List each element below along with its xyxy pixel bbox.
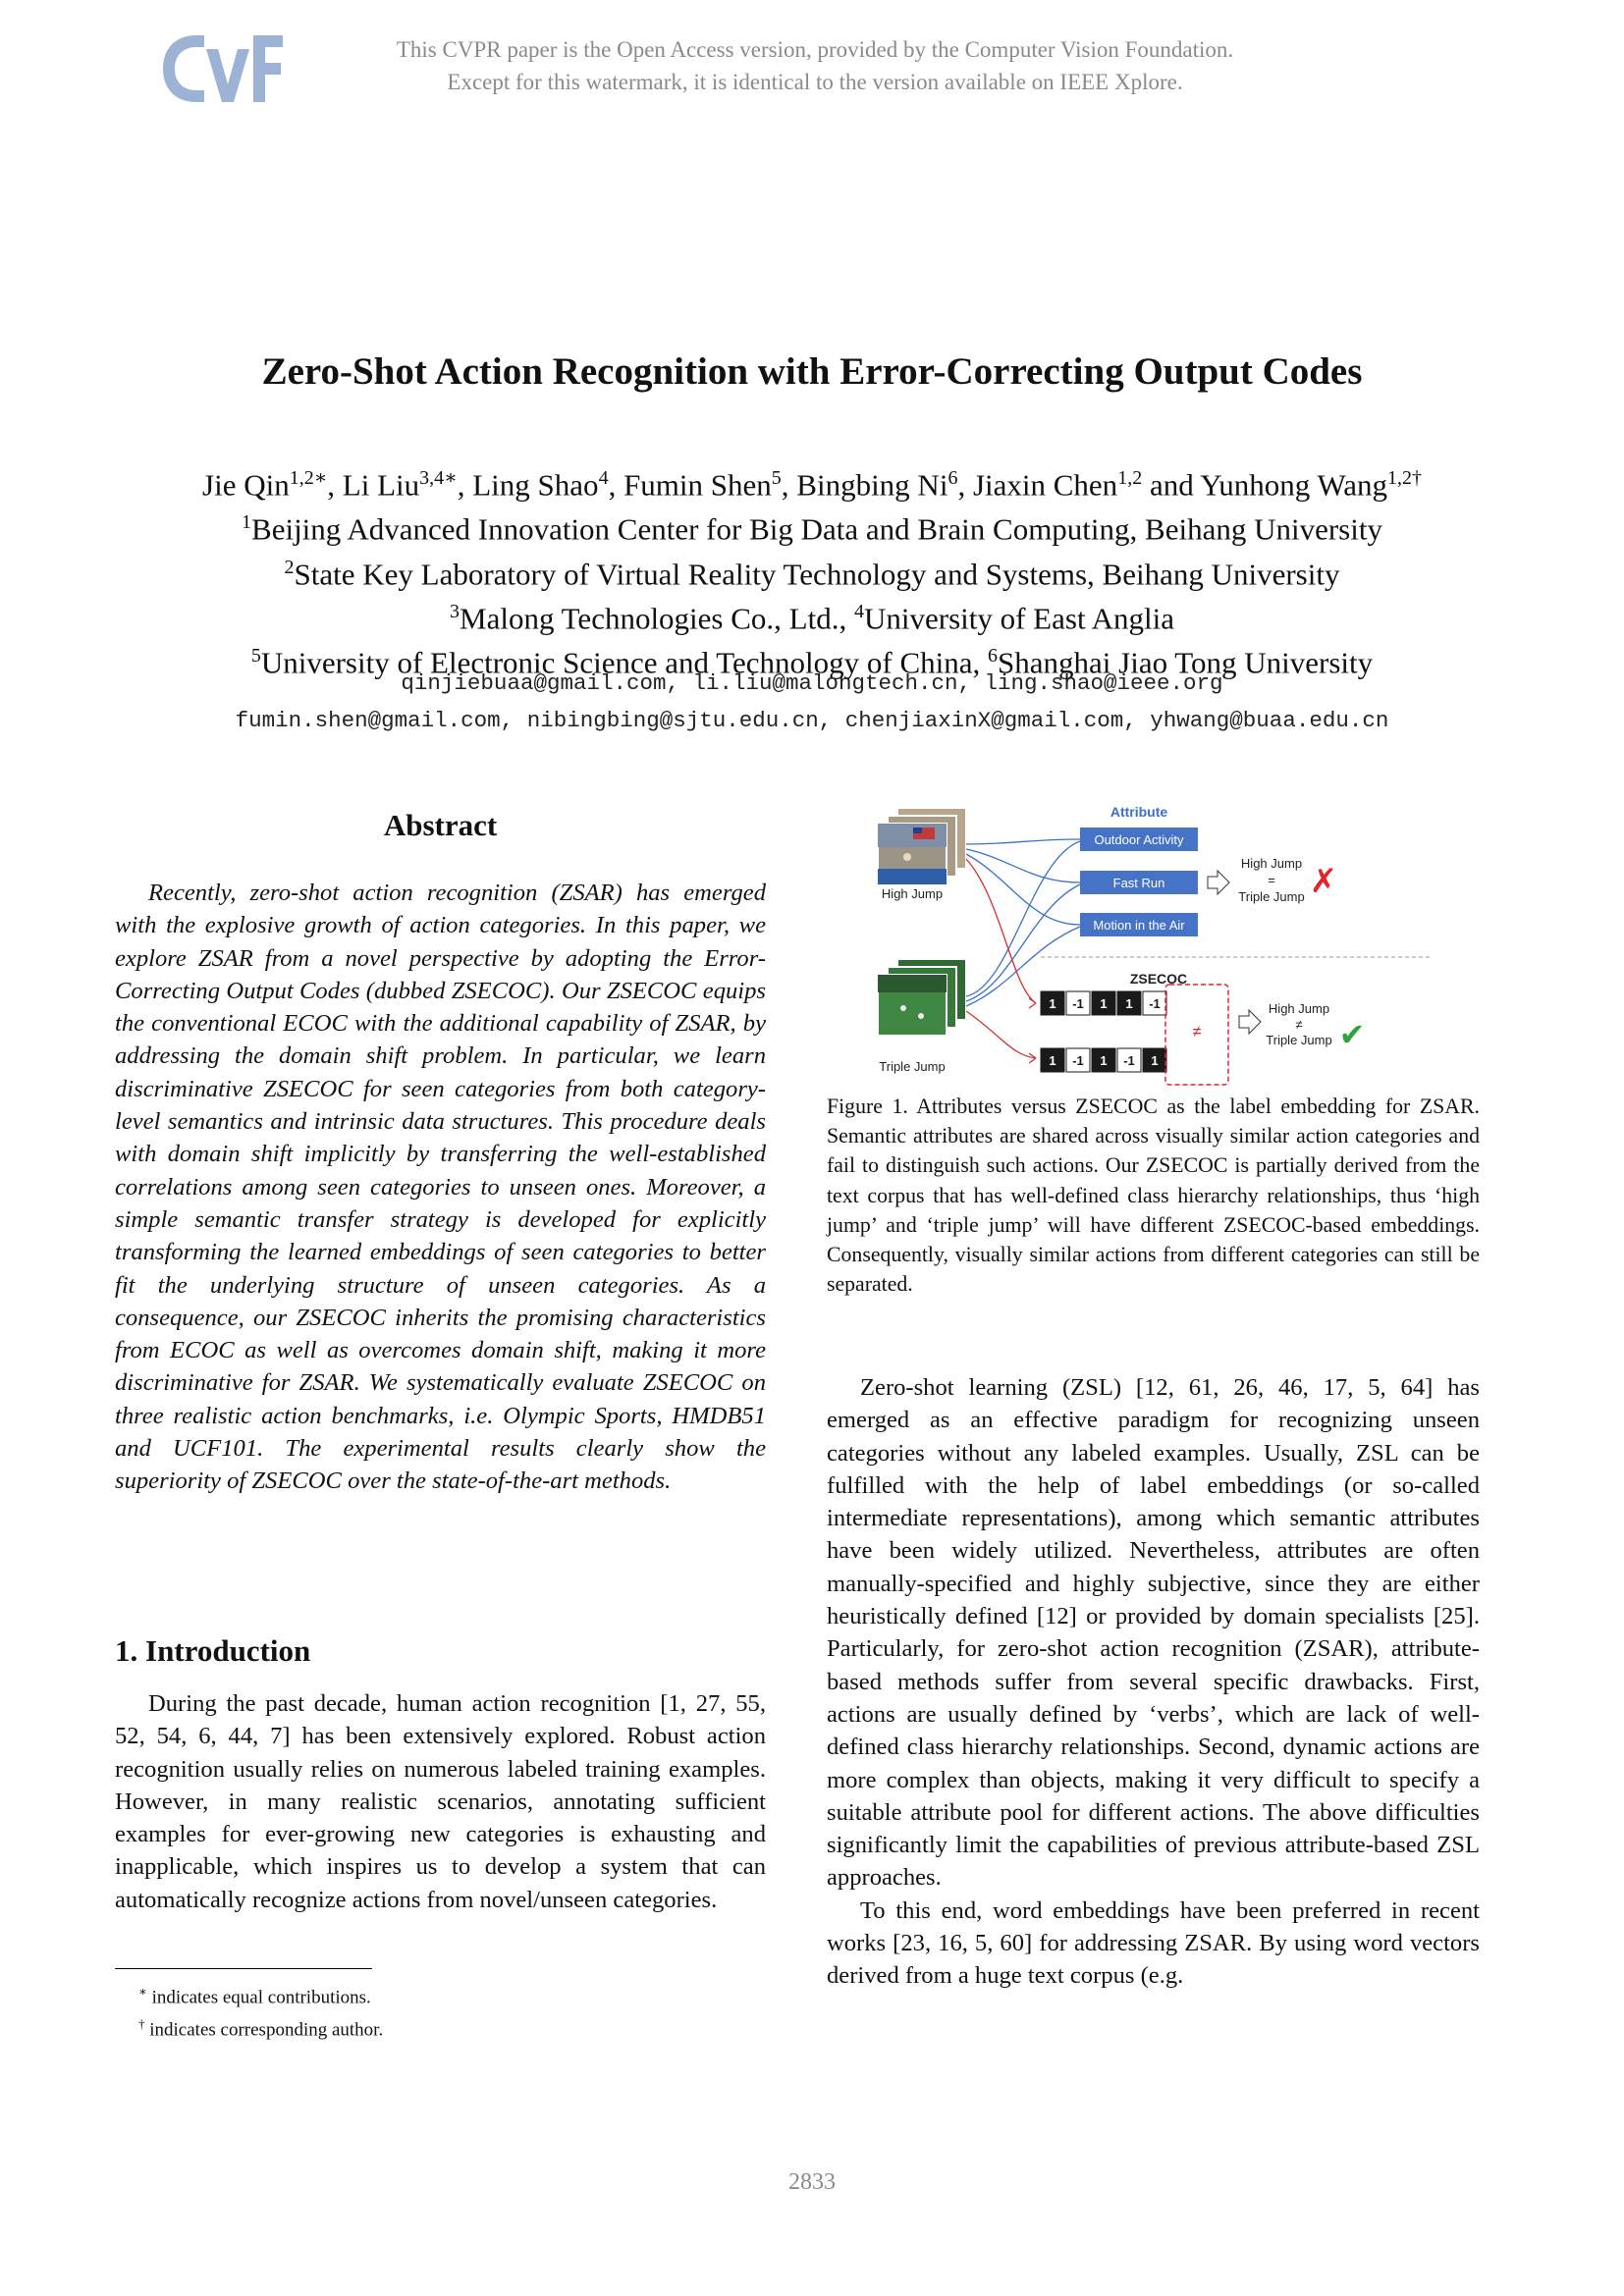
author: Bingbing Ni	[796, 467, 948, 503]
affiliation-text: Shanghai Jiao Tong University	[998, 645, 1374, 680]
code-value: -1	[1072, 1053, 1084, 1068]
affiliation-1	[0, 504, 1624, 548]
affiliation-sup: 6	[988, 645, 999, 667]
affiliation-text: University of Electronic Science and Technology of China,	[260, 645, 989, 680]
author: Ling Shao	[472, 467, 599, 503]
email-block	[0, 665, 1624, 739]
triple-jump-image-stack	[878, 959, 966, 1036]
top-result-a: High Jump	[1240, 856, 1303, 871]
affiliation-sup: 4	[853, 600, 864, 622]
page-number: 2833	[788, 2169, 836, 2195]
affiliation-text: University of East Anglia	[863, 601, 1174, 636]
author: Li Liu	[342, 467, 420, 503]
arrow-icon	[1208, 871, 1229, 894]
author-sep: ,	[957, 467, 973, 503]
author-block	[0, 459, 1624, 682]
connection-lines	[966, 839, 1080, 1058]
footnote-rule	[115, 1968, 372, 1969]
watermark-line-2: Except for this watermark, it is identical to the version available on IEEE Xplore.	[447, 70, 1183, 94]
affiliation-text: Malong Technologies Co., Ltd.,	[460, 601, 854, 636]
watermark-line-1: This CVPR paper is the Open Access version, provided by the Computer Vision Foundation.	[396, 37, 1234, 62]
attr-outdoor-activity: Outdoor Activity	[1094, 832, 1184, 847]
author-sep: ,	[457, 467, 473, 503]
neq-sign: ≠	[1192, 1024, 1202, 1041]
high-jump-image-stack	[878, 808, 966, 884]
attr-fast-run: Fast Run	[1112, 876, 1165, 890]
cross-icon: ✗	[1309, 863, 1338, 900]
author-sup: 6	[947, 467, 958, 489]
cvf-logo	[157, 29, 285, 108]
code-value: 1	[1100, 996, 1108, 1011]
affiliation-sup: 5	[250, 645, 261, 667]
section-heading-introduction: 1. Introduction	[115, 1633, 311, 1668]
arrow-icon	[1239, 1010, 1261, 1034]
intro-paragraph-1: During the past decade, human action recognition [1, 27, 55, 52, 54, 6, 44, 7] has been extensively explored. Robust action recognition usually relies on numerous labeled training examples. However, in many realistic scenarios, annotating sufficient examples for ever-growing new categories is exhausting and inapplicable, which inspires us to develop a system that can automatically recognize actions from novel/unseen categories.	[115, 1690, 766, 1913]
author-sup: 1,2	[1117, 467, 1143, 489]
author-sup: 1,2∗	[289, 467, 328, 489]
emails-line-2: fumin.shen@gmail.com, nibingbing@sjtu.edu.cn, chenjiaxinX@gmail.com, yhwang@buaa.edu.cn	[235, 708, 1389, 733]
author-sup: 4	[598, 467, 609, 489]
top-result-b: Triple Jump	[1238, 889, 1305, 904]
footnote-text: indicates equal contributions.	[146, 1987, 371, 2008]
emails-line-1: qinjiebuaa@gmail.com, li.liu@malongtech.cn, ling.shao@ieee.org	[401, 670, 1223, 696]
code-value: 1	[1049, 1053, 1056, 1068]
check-icon: ✔	[1338, 1017, 1366, 1052]
paper-title: Zero-Shot Action Recognition with Error-Correcting Output Codes	[261, 350, 1363, 393]
right-column-body	[827, 1371, 1480, 1993]
author-sup: 3,4∗	[419, 467, 458, 489]
footnote-2	[115, 2010, 704, 2043]
watermark-text	[324, 33, 1306, 98]
bottom-result-neq: ≠	[1295, 1017, 1303, 1032]
code-value: -1	[1149, 996, 1161, 1011]
author: Fumin Shen	[623, 467, 772, 503]
figure-1-caption: Figure 1. Attributes versus ZSECOC as the label embedding for ZSAR. Semantic attributes are shared across visually similar action categories and fail to distinguish such actions. Our ZSECOC is partially derived from the text corpus that has well-defined class hierarchy relationships, thus ‘high jump’ and ‘triple jump’ will have different ZSECOC-based embeddings. Consequently, visually similar actions from different categories can still be separated.	[827, 1095, 1480, 1297]
affiliation-text: Beijing Advanced Innovation Center for Big Data and Brain Computing, Beihang University	[251, 511, 1382, 547]
bottom-result-b: Triple Jump	[1266, 1033, 1332, 1047]
author-sep: ,	[781, 467, 797, 503]
code-value: 1	[1049, 996, 1056, 1011]
author: Jiaxin Chen	[972, 467, 1118, 503]
footnote-text: indicates corresponding author.	[144, 2019, 384, 2041]
author-sup: 5	[771, 467, 782, 489]
author-sep: and	[1142, 467, 1201, 503]
footnote-symbol: †	[138, 2016, 145, 2032]
affiliation-3-4	[0, 593, 1624, 637]
footnote-symbol: ∗	[138, 1984, 147, 1999]
code-value: -1	[1072, 996, 1084, 1011]
affiliation-2	[0, 549, 1624, 593]
author-sup: 1,2†	[1386, 467, 1422, 489]
bottom-result-a: High Jump	[1268, 1001, 1330, 1016]
top-result-eq: =	[1268, 873, 1275, 887]
footnotes	[115, 1978, 704, 2044]
figure-1	[864, 800, 1434, 1090]
author-sep: ,	[608, 467, 624, 503]
right-paragraph-2: To this end, word embeddings have been preferred in recent works [23, 16, 5, 60] for addressing ZSAR. By using word vectors derived from a huge text corpus (e.g.	[827, 1896, 1480, 1990]
zsecoc-heading: ZSECOC	[1129, 971, 1188, 987]
author: Jie Qin	[202, 467, 290, 503]
code-row-1	[1041, 991, 1166, 1015]
affiliation-sup: 1	[242, 511, 252, 534]
introduction-body	[115, 1687, 766, 1916]
author-list	[0, 459, 1624, 504]
author-sep: ,	[327, 467, 343, 503]
author: Yunhong Wang	[1200, 467, 1387, 503]
attr-motion-in-air: Motion in the Air	[1093, 918, 1185, 933]
abstract-text: Recently, zero-shot action recognition (ZSAR) has emerged with the explosive growth of action categories. In this paper, we explore ZSAR from a novel perspective by adopting the Error-Correcting Output Codes (dubbed ZSECOC). Our ZSECOC equips the conventional ECOC with the additional capability of ZSAR, by addressing the domain shift problem. In particular, we learn discriminative ZSECOC for seen categories from both category-level semantics and intrinsic data structures. This procedure deals with domain shift implicitly by transferring the well-established correlations among seen categories to unseen ones. Moreover, a simple semantic transfer strategy is developed for explicitly transforming the learned embeddings of seen categories to better fit the underlying structure of unseen categories. As a consequence, our ZSECOC inherits the promising characteristics from ECOC as well as overcomes domain shift, making it more discriminative for ZSAR. We systematically evaluate ZSECOC on three realistic action benchmarks, i.e. Olympic Sports, HMDB51 and UCF101. The experimental results clearly show the superiority of ZSECOC over the state-of-the-art methods.	[115, 880, 766, 1495]
affiliation-sup: 3	[450, 600, 460, 622]
img-label-high-jump: High Jump	[881, 886, 944, 901]
footnote-1	[115, 1978, 704, 2010]
right-paragraph-1: Zero-shot learning (ZSL) [12, 61, 26, 46, 17, 5, 64] has emerged as an effective paradigm for recognizing unseen categories without any labeled examples. Usually, ZSL can be fulfilled with the help of label embeddings (or so-called intermediate representations), among which semantic attributes have been widely utilized. Nevertheless, attributes are often manually-specified and highly subjective, since they are either heuristically defined [12] or provided by domain specialists [25]. Particularly, for zero-shot action recognition (ZSAR), attribute-based methods suffer from several specific drawbacks. First, actions are usually defined by ‘verbs’, which are lack of well-defined class hierarchy relationships. Second, dynamic actions are more complex than objects, making it very difficult to specify a suitable attribute pool for different actions. The above difficulties significantly limit the capabilities of previous attribute-based ZSL approaches.	[827, 1374, 1480, 1892]
code-value: -1	[1123, 1053, 1135, 1068]
attribute-heading: Attribute	[1110, 804, 1168, 820]
code-row-2	[1041, 1048, 1166, 1072]
abstract-body	[115, 877, 766, 1498]
code-value: 1	[1100, 1053, 1108, 1068]
code-value: 1	[1151, 1053, 1159, 1068]
img-label-triple-jump: Triple Jump	[879, 1059, 946, 1074]
abstract-heading: Abstract	[383, 808, 498, 842]
code-value: 1	[1125, 996, 1133, 1011]
affiliation-sup: 2	[284, 556, 295, 578]
affiliation-text: State Key Laboratory of Virtual Reality Technology and Systems, Beihang University	[294, 556, 1340, 591]
